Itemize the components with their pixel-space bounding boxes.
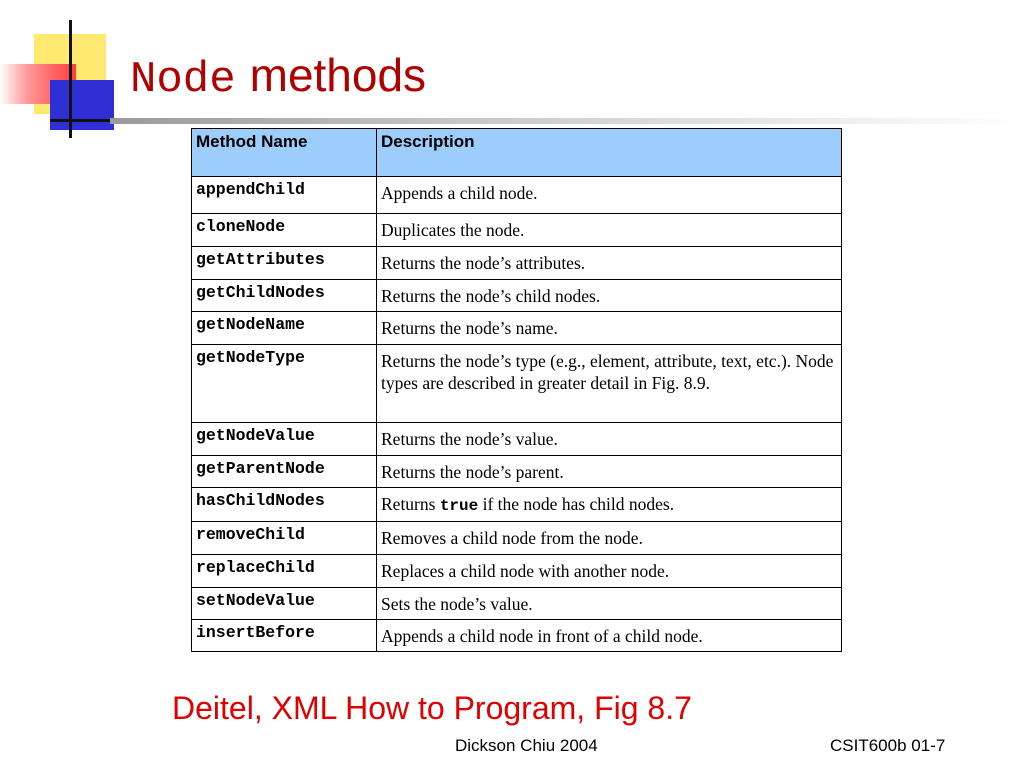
description-text: if the node has child nodes.	[478, 494, 675, 514]
decor-blue-square	[50, 80, 114, 130]
method-cell: getAttributes	[192, 247, 377, 280]
description-cell: Sets the node’s value.	[377, 588, 842, 620]
table-row	[192, 345, 842, 423]
footer-slide-number: CSIT600b 01-7	[830, 736, 946, 755]
method-cell: appendChild	[192, 177, 377, 214]
description-text: Returns	[381, 494, 440, 514]
table-row	[192, 620, 842, 652]
method-cell: setNodeValue	[192, 588, 377, 620]
description-cell	[377, 488, 842, 522]
description-cell: Returns the node’s parent.	[377, 456, 842, 488]
description-code: true	[439, 497, 479, 515]
description-cell: Returns the node’s value.	[377, 423, 842, 456]
title-word: methods	[249, 49, 427, 101]
table-row	[192, 423, 842, 456]
title-underline-rule	[110, 118, 1024, 124]
table-row	[192, 247, 842, 280]
description-cell: Appends a child node in front of a child node.	[377, 620, 842, 652]
method-cell: getNodeValue	[192, 423, 377, 456]
method-cell: insertBefore	[192, 620, 377, 652]
table-row	[192, 522, 842, 555]
header-description: Description	[377, 129, 842, 177]
description-cell: Removes a child node from the node.	[377, 522, 842, 555]
description-cell: Duplicates the node.	[377, 214, 842, 247]
figure-caption: Deitel, XML How to Program, Fig 8.7	[172, 690, 692, 726]
description-cell: Returns the node’s child nodes.	[377, 280, 842, 312]
description-cell: Appends a child node.	[377, 177, 842, 214]
table-header-row	[192, 129, 842, 177]
method-cell: replaceChild	[192, 555, 377, 588]
methods-table	[191, 128, 842, 652]
method-cell: removeChild	[192, 522, 377, 555]
slide-title	[130, 49, 427, 105]
description-cell: Returns the node’s type (e.g., element, attribute, text, etc.). Node types are described in greater detail in Fig. 8.9.	[377, 345, 842, 423]
table-row	[192, 488, 842, 522]
footer-author: Dickson Chiu 2004	[455, 736, 598, 755]
title-code-word: Node	[130, 55, 236, 105]
table-row	[192, 214, 842, 247]
method-cell: cloneNode	[192, 214, 377, 247]
description-cell: Returns the node’s name.	[377, 312, 842, 345]
description-cell: Returns the node’s attributes.	[377, 247, 842, 280]
method-cell: getNodeType	[192, 345, 377, 423]
table-row	[192, 312, 842, 345]
header-method-name: Method Name	[192, 129, 377, 177]
table-row	[192, 280, 842, 312]
description-cell: Replaces a child node with another node.	[377, 555, 842, 588]
table-row	[192, 588, 842, 620]
table-row	[192, 555, 842, 588]
method-cell: getNodeName	[192, 312, 377, 345]
decor-horizontal-line	[50, 119, 114, 122]
method-cell: getParentNode	[192, 456, 377, 488]
table-row	[192, 177, 842, 214]
table-row	[192, 456, 842, 488]
method-cell: getChildNodes	[192, 280, 377, 312]
method-cell: hasChildNodes	[192, 488, 377, 522]
